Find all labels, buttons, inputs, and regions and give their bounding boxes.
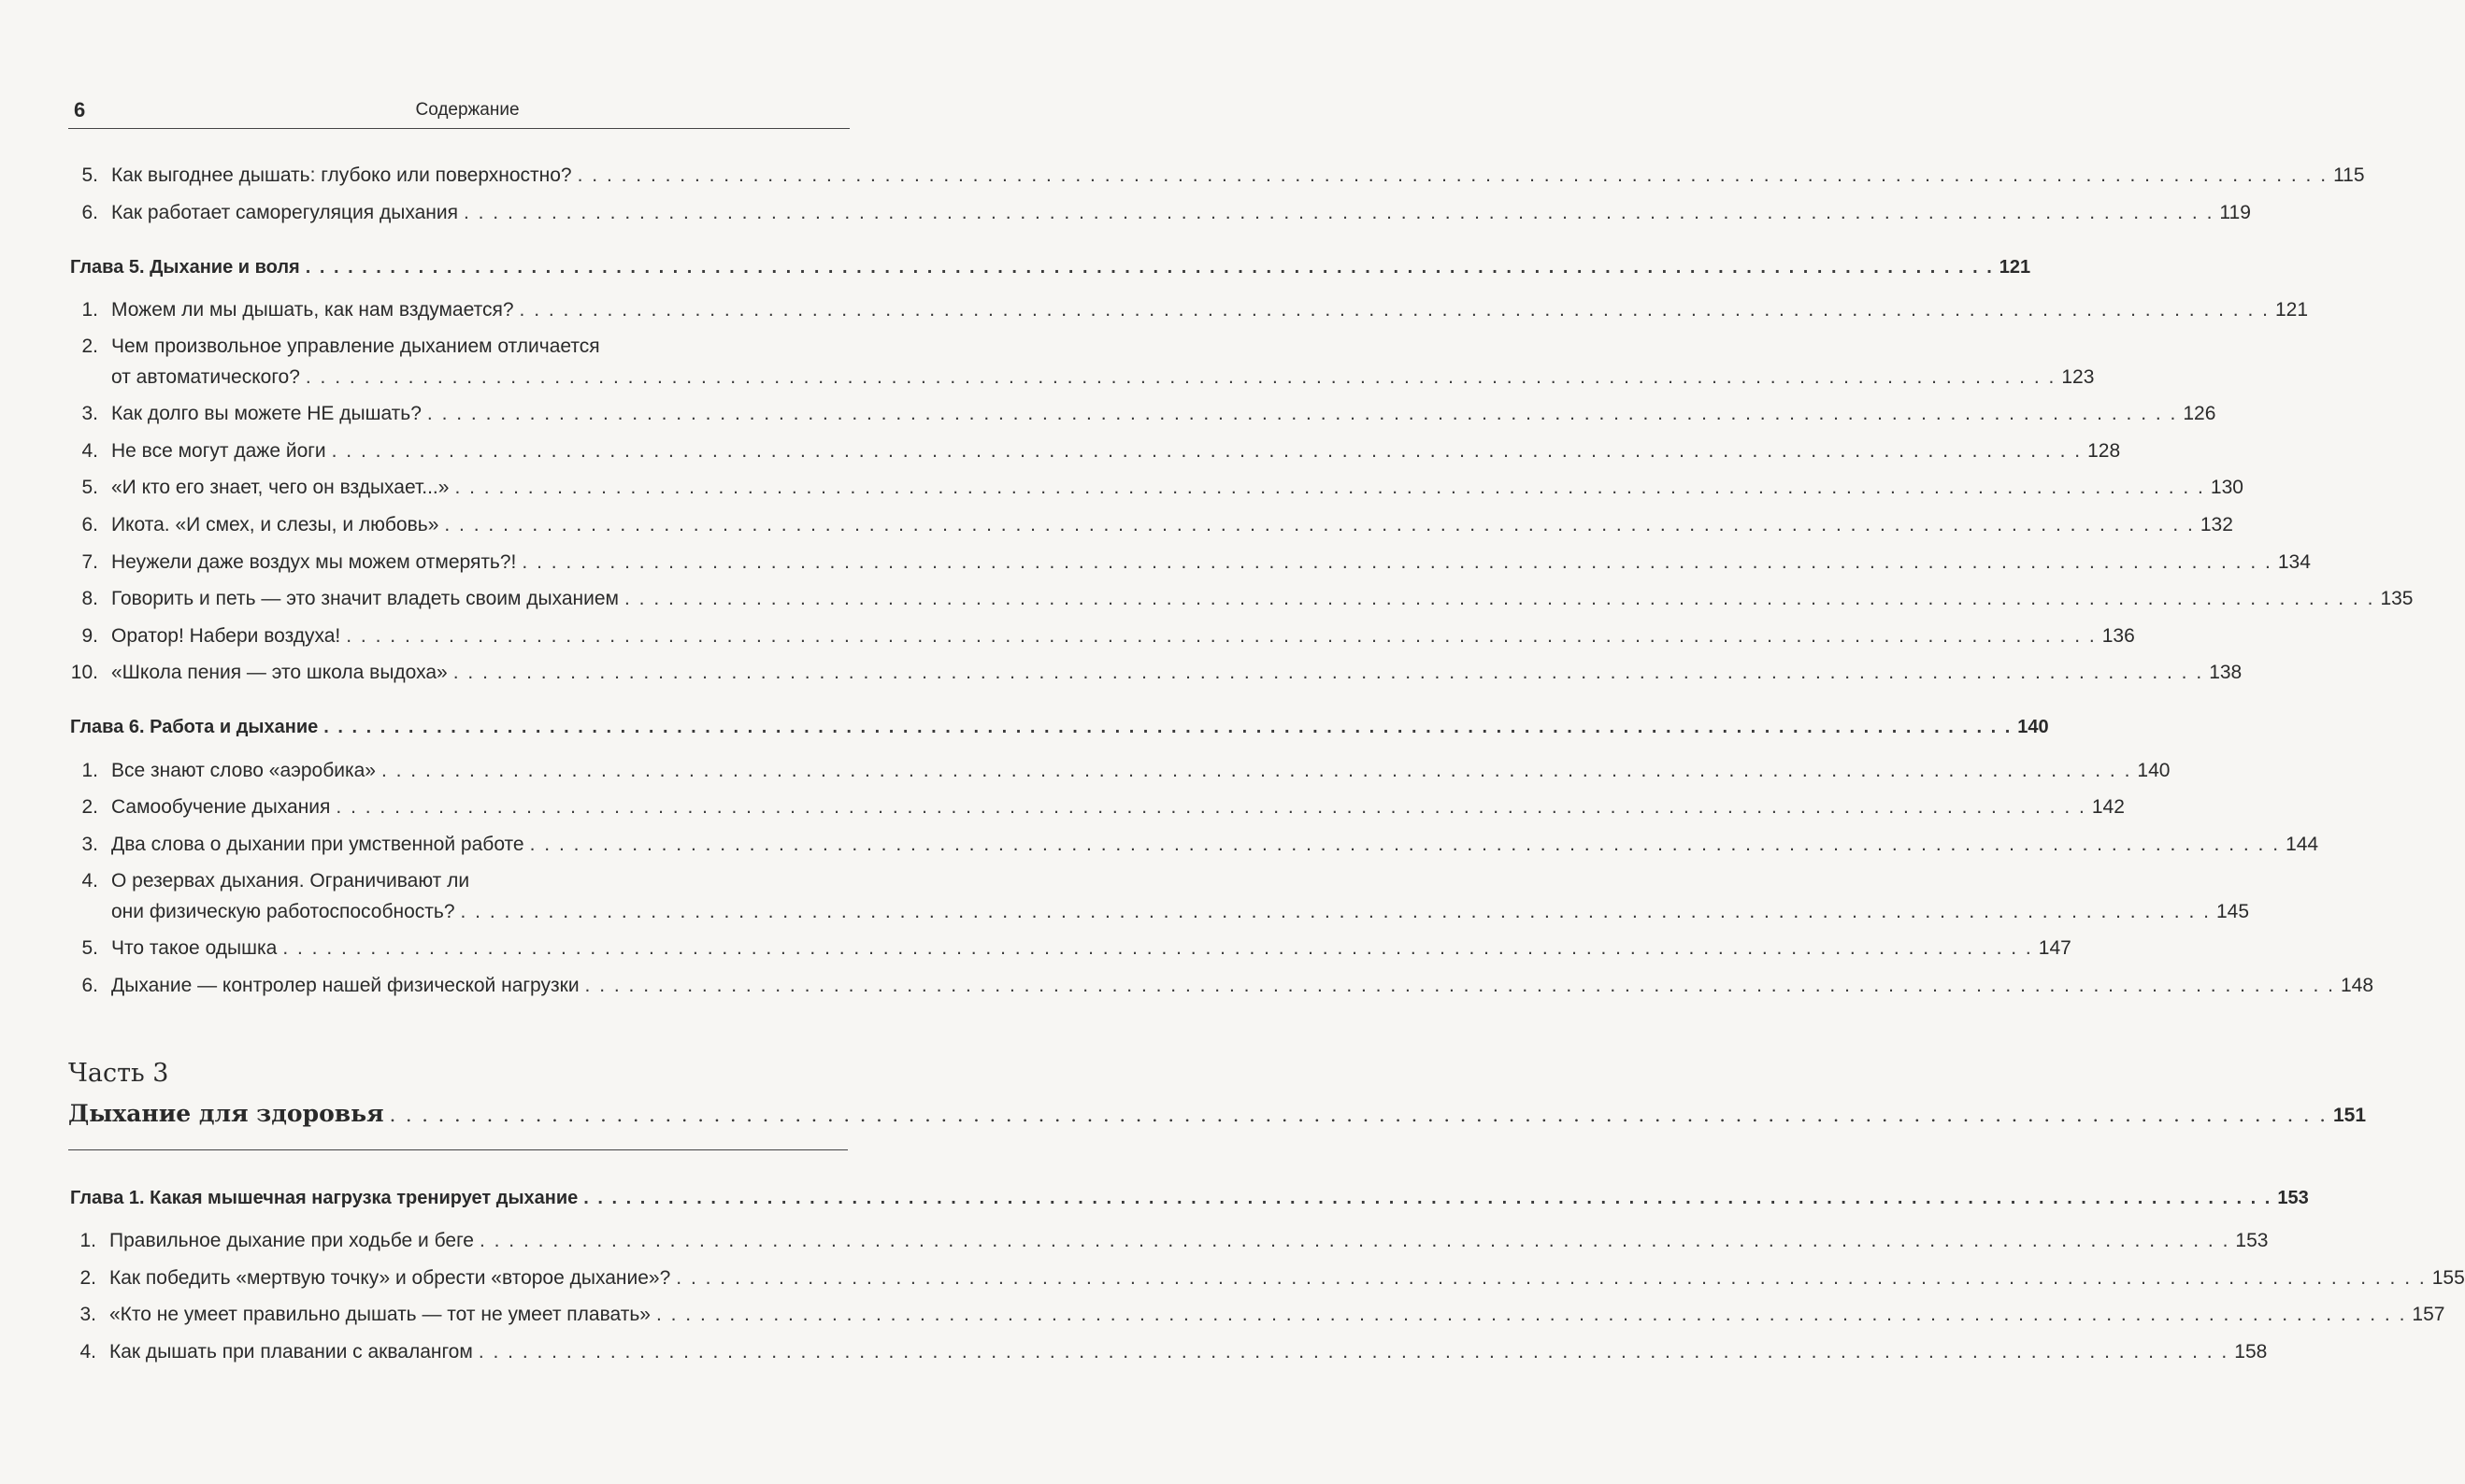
entry-number: 6. <box>81 202 98 223</box>
entry-page: 145 <box>2215 901 2250 922</box>
entry-number: 3. <box>81 834 98 855</box>
toc-entry <box>68 833 2319 857</box>
toc-entry-continuation <box>111 365 2095 390</box>
leader-dots: . . . . . . . . . . . . . . . . . . . . . . . . . . . . . . . . . . . . . . . . . . . . . . . . . . . . . . . . . . . . . . . . . . . . . . . . . . . . . . . . . . . . . . . . . . . . . . . . . . . . . . . . . . . . . . . . . . . . . . . . <box>380 760 2132 781</box>
entry-page: 119 <box>2219 202 2251 223</box>
leader-dots: . . . . . . . . . . . . . . . . . . . . . . . . . . . . . . . . . . . . . . . . . . . . . . . . . . . . . . . . . . . . . . . . . . . . . . . . . . . . . . . . . . . . . . . . . . . . . . . . . . . . . . . . . . . . . . . . . . . . . . . . <box>583 1188 2272 1208</box>
entry-title: Можем ли мы дышать, как нам вздумается? <box>111 299 514 321</box>
entry-title: «Кто не умеет правильно дышать — тот не умеет плавать» <box>109 1304 651 1325</box>
leader-dots: . . . . . . . . . . . . . . . . . . . . . . . . . . . . . . . . . . . . . . . . . . . . . . . . . . . . . . . . . . . . . . . . . . . . . . . . . . . . . . . . . . . . . . . . . . . . . . . . . . . . . . . . . . . . . . . . . . . . . . . . <box>676 1267 2427 1289</box>
toc-entry <box>68 795 2125 820</box>
leader-dots: . . . . . . . . . . . . . . . . . . . . . . . . . . . . . . . . . . . . . . . . . . . . . . . . . . . . . . . . . . . . . . . . . . . . . . . . . . . . . . . . . . . . . . . . . . . . . . . . . . . . . . . . . . . . . . . . . . . . . . . . <box>346 625 2097 647</box>
leader-dots: . . . . . . . . . . . . . . . . . . . . . . . . . . . . . . . . . . . . . . . . . . . . . . . . . . . . . . . . . . . . . . . . . . . . . . . . . . . . . . . . . . . . . . . . . . . . . . . . . . . . . . . . . . . . . . . . . . . . . . . . <box>331 440 2083 462</box>
leader-dots: . . . . . . . . . . . . . . . . . . . . . . . . . . . . . . . . . . . . . . . . . . . . . . . . . . . . . . . . . . . . . . . . . . . . . . . . . . . . . . . . . . . . . . . . . . . . . . . . . . . . . . . . . . . . . . . . . . . . . . . . <box>454 477 2205 498</box>
entry-number: 1. <box>81 299 98 321</box>
entry-number: 2. <box>81 335 98 357</box>
chapter-page: 121 <box>1999 257 2031 278</box>
entry-title: Все знают слово «аэробика» <box>111 760 376 781</box>
toc-entry <box>66 1266 2465 1291</box>
entry-title: Как победить «мертвую точку» и обрести «второе дыхание»? <box>109 1267 671 1289</box>
entry-number: 7. <box>81 551 98 573</box>
entry-page: 136 <box>2101 625 2135 647</box>
toc-entry <box>68 974 2374 998</box>
toc-entry <box>68 624 2135 649</box>
part-title: Дыхание для здоровья <box>68 1100 384 1127</box>
entry-number: 10. <box>70 662 98 683</box>
entry-title: Неужели даже воздух мы можем отмерять?! <box>111 551 517 573</box>
leader-dots: . . . . . . . . . . . . . . . . . . . . . . . . . . . . . . . . . . . . . . . . . . . . . . . . . . . . . . . . . . . . . . . . . . . . . . . . . . . . . . . . . . . . . . . . . . . . . . . . . . . . . . . . . . . . . . . . . . . . . . . . <box>522 551 2272 573</box>
entry-title: Икота. «И смех, и слезы, и любовь» <box>111 514 439 535</box>
chapter-title: Глава 5. Дыхание и воля <box>70 257 300 278</box>
leader-dots: . . . . . . . . . . . . . . . . . . . . . . . . . . . . . . . . . . . . . . . . . . . . . . . . . . . . . . . . . . . . . . . . . . . . . . . . . . . . . . . . . . . . . . . . . . . . . . . . . . . . . . . . . . . . . . . . . . . . . . . . <box>655 1304 2407 1325</box>
page-title: Содержание <box>415 100 520 120</box>
entry-page: 128 <box>2087 440 2121 462</box>
chapter-heading <box>70 255 2031 279</box>
entry-page: 140 <box>2137 760 2171 781</box>
entry-page: 134 <box>2277 551 2311 573</box>
toc-entry <box>68 550 2311 575</box>
toc-entry <box>68 164 2365 188</box>
toc-entry <box>68 201 2251 225</box>
entry-page: 148 <box>2341 975 2374 996</box>
chapter-page: 153 <box>2277 1188 2309 1208</box>
entry-title: Не все могут даже йоги <box>111 440 326 462</box>
entry-number: 6. <box>81 514 98 535</box>
entry-number: 2. <box>81 796 98 818</box>
chapter-heading <box>70 1186 2309 1210</box>
leader-dots: . . . . . . . . . . . . . . . . . . . . . . . . . . . . . . . . . . . . . . . . . . . . . . . . . . . . . . . . . . . . . . . . . . . . . . . . . . . . . . . . . . . . . . . . . . . . . . . . . . . . . . . . . . . . . . . . . . . . . . . . <box>577 164 2329 186</box>
entry-title-cont: от автоматического? <box>111 366 300 388</box>
entry-number: 3. <box>81 403 98 424</box>
toc-entry <box>68 298 2309 322</box>
entry-title-cont: они физическую работоспособность? <box>111 901 455 922</box>
leader-dots: . . . . . . . . . . . . . . . . . . . . . . . . . . . . . . . . . . . . . . . . . . . . . . . . . . . . . . . . . . . . . . . . . . . . . . . . . . . . . . . . . . . . . . . . . . . . . . . . . . . . . . . . . . . . . . . . . . . . . . . . <box>584 975 2335 996</box>
toc-entry <box>68 936 2071 961</box>
chapter-title: Глава 1. Какая мышечная нагрузка тренирует дыхание <box>70 1188 579 1208</box>
toc-entry <box>68 759 2171 783</box>
entry-page: 153 <box>2235 1230 2269 1251</box>
leader-dots: . . . . . . . . . . . . . . . . . . . . . . . . . . . . . . . . . . . . . . . . . . . . . . . . . . . . . . . . . . . . . . . . . . . . . . . . . . . . . . . . . . . . . . . . . . . . . . . . . . . . . . . . . . . . . . . . . . . . . . . . <box>323 717 2013 737</box>
toc-entry <box>66 1229 2269 1253</box>
toc-entry-continuation <box>111 900 2250 924</box>
entry-page: 135 <box>2380 588 2414 609</box>
leader-dots: . . . . . . . . . . . . . . . . . . . . . . . . . . . . . . . . . . . . . . . . . . . . . . . . . . . . . . . . . . . . . . . . . . . . . . . . . . . . . . . . . . . . . . . . . . . . . . . . . . . . . . . . . . . . . . . . . . . . . . . . <box>529 834 2281 855</box>
entry-page: 147 <box>2038 937 2071 959</box>
entry-page: 142 <box>2091 796 2125 818</box>
toc-entry <box>68 661 2243 685</box>
page-number: 6 <box>74 98 86 121</box>
entry-title: «И кто его знает, чего он вздыхает...» <box>111 477 450 498</box>
toc-entry <box>66 1340 2268 1364</box>
entry-page: 144 <box>2286 834 2319 855</box>
entry-number: 4. <box>81 440 98 462</box>
leader-dots: . . . . . . . . . . . . . . . . . . . . . . . . . . . . . . . . . . . . . . . . . . . . . . . . . . . . . . . . . . . . . . . . . . . . . . . . . . . . . . . . . . . . . . . . . . . . . . . . . . . . . . . . . . . . . . . . . . . . . . . . <box>444 514 2195 535</box>
leader-dots: . . . . . . . . . . . . . . . . . . . . . . . . . . . . . . . . . . . . . . . . . . . . . . . . . . . . . . . . . . . . . . . . . . . . . . . . . . . . . . . . . . . . . . . . . . . . . . . . . . . . . . . . . . . . . . . . . . . . . . . . <box>452 662 2204 683</box>
leader-dots: . . . . . . . . . . . . . . . . . . . . . . . . . . . . . . . . . . . . . . . . . . . . . . . . . . . . . . . . . . . . . . . . . . . . . . . . . . . . . . . . . . . . . . . . . . . . . . . . . . . . . . . . . . . . . . . . . . . . . . . . <box>282 937 2033 959</box>
leader-dots: . . . . . . . . . . . . . . . . . . . . . . . . . . . . . . . . . . . . . . . . . . . . . . . . . . . . . . . . . . . . . . . . . . . . . . . . . . . . . . . . . . . . . . . . . . . . . . . . . . . . . . . . . . . . . . . . . . . . . . . . <box>336 796 2086 818</box>
chapter-title: Глава 6. Работа и дыхание <box>70 717 319 737</box>
header-rule <box>68 128 850 129</box>
entry-number: 3. <box>79 1304 96 1325</box>
part-rule <box>68 1149 848 1150</box>
part-page: 151 <box>2332 1105 2367 1126</box>
toc-entry <box>68 587 2414 611</box>
chapter-heading <box>70 715 2049 739</box>
entry-title: Что такое одышка <box>111 937 278 959</box>
leader-dots: . . . . . . . . . . . . . . . . . . . . . . . . . . . . . . . . . . . . . . . . . . . . . . . . . . . . . . . . . . . . . . . . . . . . . . . . . . . . . . . . . . . . . . . . . . . . . . . . . . . . . . . . . . . . . . . . . . . . . . . . <box>460 901 2211 922</box>
entry-page: 115 <box>2333 164 2365 186</box>
part-heading <box>68 1100 2367 1130</box>
entry-number: 1. <box>81 760 98 781</box>
entry-page: 121 <box>2274 299 2309 321</box>
entry-number: 4. <box>79 1341 96 1363</box>
entry-page: 126 <box>2183 403 2216 424</box>
entry-page: 130 <box>2210 477 2243 498</box>
leader-dots: . . . . . . . . . . . . . . . . . . . . . . . . . . . . . . . . . . . . . . . . . . . . . . . . . . . . . . . . . . . . . . . . . . . . . . . . . . . . . . . . . . . . . . . . . . . . . . . . . . . . . . . . . . . . . . . . . . . . . . . . <box>479 1230 2230 1251</box>
toc-entry <box>68 513 2233 537</box>
entry-page: 138 <box>2209 662 2243 683</box>
entry-page: 155 <box>2431 1267 2465 1289</box>
entry-title: Самообучение дыхания <box>111 796 331 818</box>
entry-title: «Школа пения — это школа выдоха» <box>111 662 448 683</box>
entry-title: Оратор! Набери воздуха! <box>111 625 341 647</box>
leader-dots: . . . . . . . . . . . . . . . . . . . . . . . . . . . . . . . . . . . . . . . . . . . . . . . . . . . . . . . . . . . . . . . . . . . . . . . . . . . . . . . . . . . . . . . . . . . . . . . . . . . . . . . . . . . . . . . . . . . . . . . . <box>478 1341 2229 1363</box>
toc-entry <box>68 335 600 359</box>
entry-title: Как долго вы можете НЕ дышать? <box>111 403 422 424</box>
toc-entry <box>68 439 2121 464</box>
entry-title: Чем произвольное управление дыханием отличается <box>111 335 600 357</box>
leader-dots: . . . . . . . . . . . . . . . . . . . . . . . . . . . . . . . . . . . . . . . . . . . . . . . . . . . . . . . . . . . . . . . . . . . . . . . . . . . . . . . . . . . . . . . . . . . . . . . . . . . . . . . . . . . . . . . . . . . . . . . . <box>389 1104 2328 1126</box>
entry-title: Правильное дыхание при ходьбе и беге <box>109 1230 474 1251</box>
leader-dots: . . . . . . . . . . . . . . . . . . . . . . . . . . . . . . . . . . . . . . . . . . . . . . . . . . . . . . . . . . . . . . . . . . . . . . . . . . . . . . . . . . . . . . . . . . . . . . . . . . . . . . . . . . . . . . . . . . . . . . . . <box>463 202 2214 223</box>
leader-dots: . . . . . . . . . . . . . . . . . . . . . . . . . . . . . . . . . . . . . . . . . . . . . . . . . . . . . . . . . . . . . . . . . . . . . . . . . . . . . . . . . . . . . . . . . . . . . . . . . . . . . . . . . . . . . . . . . . . . . . . . <box>426 403 2178 424</box>
entry-number: 4. <box>81 870 98 892</box>
entry-page: 158 <box>2234 1341 2268 1363</box>
entry-number: 8. <box>81 588 98 609</box>
entry-page: 132 <box>2200 514 2233 535</box>
toc-entry <box>68 869 469 893</box>
entry-title: Два слова о дыхании при умственной работе <box>111 834 524 855</box>
entry-number: 5. <box>81 937 98 959</box>
leader-dots: . . . . . . . . . . . . . . . . . . . . . . . . . . . . . . . . . . . . . . . . . . . . . . . . . . . . . . . . . . . . . . . . . . . . . . . . . . . . . . . . . . . . . . . . . . . . . . . . . . . . . . . . . . . . . . . . . . . . . . . . <box>519 299 2270 321</box>
entry-number: 1. <box>79 1230 96 1251</box>
entry-page: 157 <box>2412 1304 2445 1325</box>
entry-title: Как выгоднее дышать: глубоко или поверхностно? <box>111 164 572 186</box>
chapter-page: 140 <box>2017 717 2049 737</box>
leader-dots: . . . . . . . . . . . . . . . . . . . . . . . . . . . . . . . . . . . . . . . . . . . . . . . . . . . . . . . . . . . . . . . . . . . . . . . . . . . . . . . . . . . . . . . . . . . . . . . . . . . . . . . . . . . . . . . . . . . . . . . . <box>305 366 2057 388</box>
leader-dots: . . . . . . . . . . . . . . . . . . . . . . . . . . . . . . . . . . . . . . . . . . . . . . . . . . . . . . . . . . . . . . . . . . . . . . . . . . . . . . . . . . . . . . . . . . . . . . . . . . . . . . . . . . . . . . . . . . . . . . . . <box>305 257 1994 278</box>
toc-entry <box>68 402 2216 426</box>
entry-page: 123 <box>2061 366 2095 388</box>
entry-number: 9. <box>81 625 98 647</box>
leader-dots: . . . . . . . . . . . . . . . . . . . . . . . . . . . . . . . . . . . . . . . . . . . . . . . . . . . . . . . . . . . . . . . . . . . . . . . . . . . . . . . . . . . . . . . . . . . . . . . . . . . . . . . . . . . . . . . . . . . . . . . . <box>624 588 2375 609</box>
entry-title: О резервах дыхания. Ограничивают ли <box>111 870 470 892</box>
part-label: Часть 3 <box>68 1059 169 1088</box>
entry-title: Как дышать при плавании с аквалангом <box>109 1341 473 1363</box>
toc-entry <box>68 476 2243 500</box>
toc-entry <box>66 1303 2445 1327</box>
entry-number: 6. <box>81 975 98 996</box>
entry-number: 2. <box>79 1267 96 1289</box>
entry-title: Дыхание — контролер нашей физической нагрузки <box>111 975 580 996</box>
entry-title: Как работает саморегуляция дыхания <box>111 202 458 223</box>
entry-number: 5. <box>81 164 98 186</box>
entry-number: 5. <box>81 477 98 498</box>
entry-title: Говорить и петь — это значит владеть своим дыханием <box>111 588 619 609</box>
